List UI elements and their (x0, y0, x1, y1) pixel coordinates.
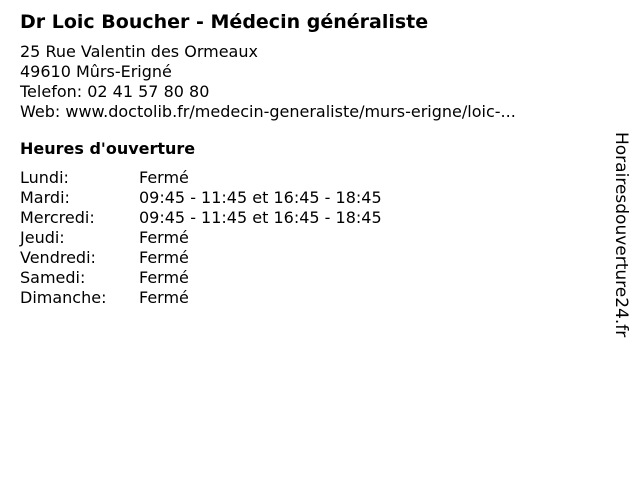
day-label: Lundi: (20, 168, 69, 187)
hours-row-lundi (20, 168, 600, 188)
listing-card (20, 8, 600, 308)
hours-value: Fermé (139, 288, 189, 307)
hours-row-mercredi (20, 208, 600, 228)
day-label: Jeudi: (20, 228, 65, 247)
day-label: Mardi: (20, 188, 70, 207)
hours-row-mardi (20, 188, 600, 208)
phone-line: Telefon: 02 41 57 80 80 (20, 82, 210, 101)
hours-row-vendredi (20, 248, 600, 268)
hours-value: Fermé (139, 168, 189, 187)
day-label: Vendredi: (20, 248, 96, 267)
page-title: Dr Loic Boucher - Médecin généraliste (20, 11, 429, 33)
website-line: Web: www.doctolib.fr/medecin-generaliste/murs-erigne/loic-... (20, 102, 516, 121)
hours-value: 09:45 - 11:45 et 16:45 - 18:45 (139, 188, 382, 207)
address-street: 25 Rue Valentin des Ormeaux (20, 42, 258, 61)
hours-value: Fermé (139, 228, 189, 247)
opening-hours-heading: Heures d'ouverture (20, 139, 196, 158)
opening-hours-table (20, 168, 600, 308)
hours-row-samedi (20, 268, 600, 288)
site-watermark: Horairesdouverture24.fr (611, 132, 631, 338)
day-label: Samedi: (20, 268, 86, 287)
address-city: 49610 Mûrs-Erigné (20, 62, 172, 81)
day-label: Mercredi: (20, 208, 95, 227)
hours-value: Fermé (139, 268, 189, 287)
hours-row-jeudi (20, 228, 600, 248)
hours-value: Fermé (139, 248, 189, 267)
day-label: Dimanche: (20, 288, 107, 307)
hours-value: 09:45 - 11:45 et 16:45 - 18:45 (139, 208, 382, 227)
hours-row-dimanche (20, 288, 600, 308)
